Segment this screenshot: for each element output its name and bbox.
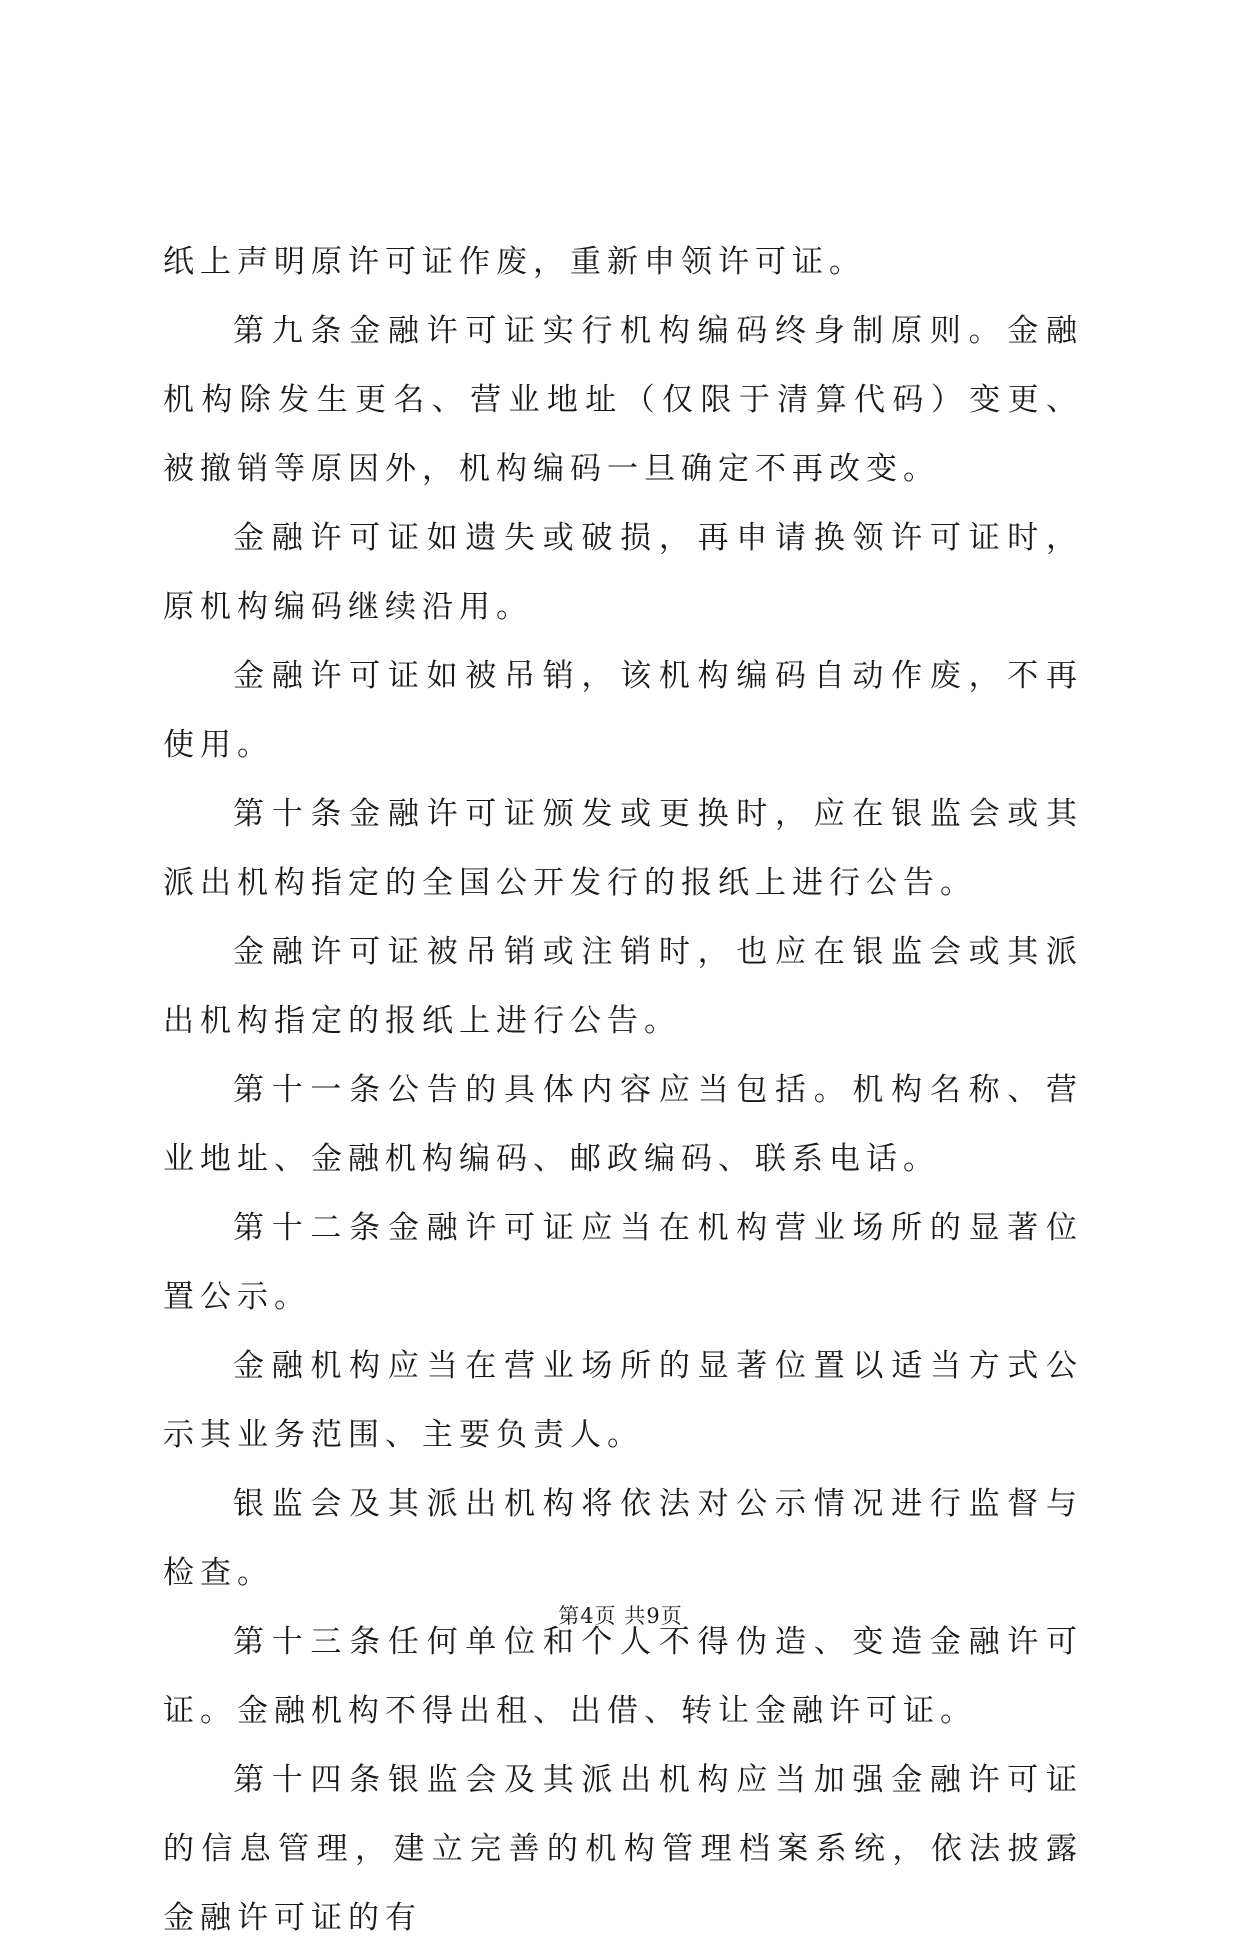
paragraph: 银监会及其派出机构将依法对公示情况进行监督与检查。: [163, 1486, 1083, 1591]
paragraph: 金融许可证如被吊销，该机构编码自动作废，不再使用。: [163, 658, 1083, 763]
paragraph: 第十条金融许可证颁发或更换时，应在银监会或其派出机构指定的全国公开发行的报纸上进行公告。: [163, 796, 1083, 901]
paragraph: 第十三条任何单位和个人不得伪造、变造金融许可证。金融机构不得出租、出借、转让金融许可证。: [163, 1624, 1083, 1729]
page-number-footer: 第4页 共9页: [558, 1604, 683, 1628]
document-body: [163, 228, 1083, 1953]
paragraph: 金融许可证被吊销或注销时，也应在银监会或其派出机构指定的报纸上进行公告。: [163, 934, 1083, 1039]
paragraph: 第十二条金融许可证应当在机构营业场所的显著位置公示。: [163, 1210, 1083, 1315]
paragraph: 第十四条银监会及其派出机构应当加强金融许可证的信息管理，建立完善的机构管理档案系统，依法披露金融许可证的有: [163, 1762, 1083, 1936]
paragraph: 第九条金融许可证实行机构编码终身制原则。金融机构除发生更名、营业地址（仅限于清算代码）变更、被撤销等原因外，机构编码一旦确定不再改变。: [163, 313, 1083, 487]
paragraph: 金融机构应当在营业场所的显著位置以适当方式公示其业务范围、主要负责人。: [163, 1348, 1083, 1453]
paragraph: 纸上声明原许可证作废，重新申领许可证。: [163, 244, 866, 280]
paragraph: 第十一条公告的具体内容应当包括。机构名称、营业地址、金融机构编码、邮政编码、联系电话。: [163, 1072, 1083, 1177]
paragraph: 金融许可证如遗失或破损，再申请换领许可证时，原机构编码继续沿用。: [163, 520, 1083, 625]
